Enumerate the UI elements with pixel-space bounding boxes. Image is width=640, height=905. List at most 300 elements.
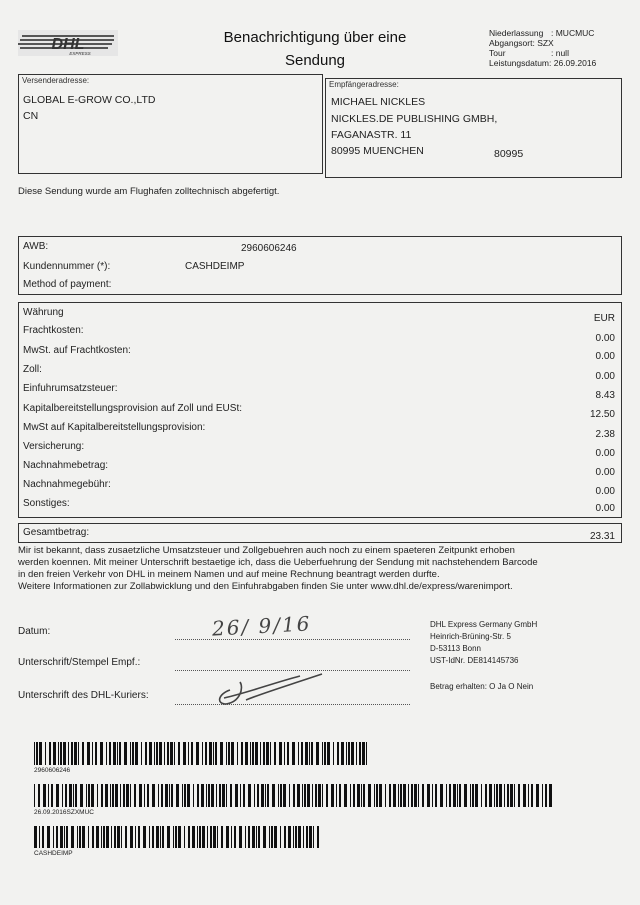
barcode-bar [301,742,303,765]
barcode-bar [248,784,251,807]
barcode-bar [252,826,255,848]
currency-value: EUR [593,313,615,324]
barcode-bar [184,784,186,807]
barcode-bar [130,784,131,807]
barcode-bar [379,784,382,807]
barcode-bar [117,742,118,765]
barcode-bar [152,826,154,848]
barcode-bar [357,784,360,807]
barcode-bar [156,826,159,848]
barcode-bar [303,826,304,848]
barcode-bar [280,826,281,848]
barcode-bar [389,784,391,807]
company-line: DHL Express Germany GmbH [430,620,538,629]
barcode-bar [213,826,216,848]
barcode-bar [475,784,478,807]
barcode-bar [255,742,258,765]
barcode-date-route [34,784,554,807]
barcode-bar [324,742,326,765]
barcode-bar [304,784,306,807]
barcode-bar [418,784,419,807]
date-label: Datum: [18,626,51,637]
awb-box [18,236,622,295]
charge-value: 12.50 [589,409,615,420]
total-label: Gesamtbetrag: [23,527,90,538]
barcode-bar [187,784,190,807]
paragraph-line: werden koennen. Mit meiner Unterschrift bestaetige ich, dass die Ueberfuehrung der Sendung mit nachstehendem Barcode [18,557,538,568]
barcode-bar [158,784,159,807]
barcode-bar [47,826,50,848]
barcode-bar [267,784,269,807]
barcode-bar [446,784,447,807]
barcode-bar [440,784,443,807]
barcode-bar [145,742,147,765]
charge-value: 0.00 [595,333,615,344]
barcode-bar [523,784,526,807]
awb-value: 2960606246 [241,243,297,254]
total-value: 23.31 [589,531,615,542]
barcode-bar [48,784,49,807]
barcode-bar [240,784,241,807]
barcode-bar [312,784,313,807]
barcode-bar [49,742,51,765]
barcode-bar [211,784,214,807]
barcode-bar [306,826,308,848]
paragraph-line: Mir ist bekannt, dass zusaetzliche Umsatzsteuer und Zollgebuehren auch noch zu einem spaeteren Zeitpunkt erhoben [18,545,515,556]
barcode-bar [344,784,347,807]
barcode-bar [271,826,273,848]
barcode-bar [353,784,355,807]
barcode-bar [152,784,155,807]
barcode-bar [459,784,461,807]
barcode-bar [254,784,255,807]
barcode-bar [220,742,223,765]
barcode-bar [514,784,515,807]
barcode-bar [279,742,282,765]
barcode-bar [219,784,221,807]
barcode-bar [485,784,487,807]
barcode-bar [226,784,227,807]
company-info [430,619,537,667]
barcode-bar [274,742,276,765]
barcode-bar [167,742,169,765]
sender-address-box [18,74,323,174]
barcode-bar [43,784,46,807]
barcode-bar [164,742,165,765]
total-box [18,523,622,543]
barcode-bar [114,826,116,848]
barcode-bar [100,742,103,765]
barcode-bar [266,742,269,765]
barcode-bar [111,826,112,848]
barcode-bar [154,742,155,765]
barcode-bar [161,784,163,807]
barcode-bar [263,742,265,765]
barcode-bar [209,742,212,765]
barcode-bar [58,742,59,765]
charge-label: Einfuhrumsatzsteuer: [23,383,118,394]
barcode-bar [470,784,471,807]
barcode-bar [86,784,87,807]
barcode-bar [78,742,79,765]
barcode-bar [143,826,146,848]
barcode-bar [162,826,164,848]
barcode-bar [53,826,54,848]
barcode-bar [199,826,201,848]
company-line: D-53113 Bonn [430,644,481,653]
barcode-bar [496,784,498,807]
barcode-bar [226,826,229,848]
barcode-bar [205,742,207,765]
barcode-bar [235,784,238,807]
meta-key-2: Tour [489,48,506,58]
barcode-bar [239,826,242,848]
barcode-bar [489,784,492,807]
charge-value: 0.00 [595,371,615,382]
barcode-bar [414,784,417,807]
barcode-bar [393,784,396,807]
barcode-bar [144,784,145,807]
barcode-bar [351,742,354,765]
barcode-bar [298,826,301,848]
dhl-logo [18,30,118,56]
barcode-bar [141,742,142,765]
barcode-bar [333,742,334,765]
barcode-bar [260,742,261,765]
barcode-bar [159,742,162,765]
shipment-meta [489,28,596,68]
barcode-bar [269,826,270,848]
recipient-line-3: FAGANASTR. 11 [331,129,412,141]
barcode-bar [51,784,53,807]
barcode-bar [245,742,248,765]
barcode-bar [105,784,108,807]
barcode-bar [73,784,74,807]
barcode-bar [124,742,127,765]
barcode-bar [188,826,190,848]
barcode-bar [62,784,63,807]
barcode-bar [197,784,199,807]
charge-label: Frachtkosten: [23,325,84,336]
barcode-bar [284,826,286,848]
barcode-bar [422,784,424,807]
charge-value: 0.00 [595,486,615,497]
barcode-bar [193,784,194,807]
barcode-bar [96,826,99,848]
recipient-signature-label: Unterschrift/Stempel Empf.: [18,657,141,668]
charge-label: Kapitalbereitstellungsprovision auf Zoll und EUSt: [23,403,243,414]
charge-label: MwSt auf Kapitalbereitstellungsprovision: [23,422,206,433]
barcode-bar [202,826,205,848]
barcode-bar [126,784,129,807]
barcode-bar [206,784,207,807]
barcode-bar [117,826,120,848]
barcode-bar [288,826,291,848]
barcode-bar [263,826,266,848]
barcode-bar [293,826,294,848]
barcode-bar [278,784,279,807]
barcode-bar [309,742,310,765]
barcode-bar [66,826,68,848]
recipient-zip-extra: 80995 [494,148,524,160]
charge-value: 0.00 [595,503,615,514]
barcode-bar [106,742,107,765]
charge-value: 8.43 [595,390,615,401]
barcode-bar [453,784,456,807]
courier-signature [210,670,330,710]
barcode-bar [250,742,251,765]
barcode-bar [293,784,295,807]
barcode-bar [313,826,314,848]
barcode-bar [178,826,181,848]
barcode-bar [315,784,317,807]
barcode-bar [464,784,467,807]
barcode-bar [171,784,173,807]
barcode-bar [510,784,513,807]
barcode-bar [289,784,290,807]
barcode-bar [317,826,319,848]
logo-subtext: EXPRESS [69,51,91,56]
barcode-bar [318,784,321,807]
barcode-bar [226,742,227,765]
barcode-bar [427,784,430,807]
barcode-bar [326,784,328,807]
barcode-bar [149,826,150,848]
barcode-bar [182,784,183,807]
barcode-bar [56,826,58,848]
title-line-1: Benachrichtigung über eine [223,29,407,46]
barcode-bar [75,784,77,807]
barcode-bar [545,784,547,807]
barcode-bar [197,826,198,848]
barcode-bar [36,742,38,765]
barcode-bar [63,742,66,765]
barcode-bar [234,826,236,848]
barcode-bar [217,826,218,848]
barcode-bar [311,742,313,765]
barcode-bar [88,826,89,848]
currency-label: Währung [23,307,64,318]
barcode-bar [432,784,433,807]
barcode-bar [230,784,232,807]
barcode-bar [298,742,299,765]
barcode-bar [38,784,40,807]
barcode-bar [305,742,308,765]
barcode-bar [400,784,402,807]
barcode-bar [201,784,204,807]
barcode-bar [327,742,330,765]
barcode-bar [210,826,212,848]
charge-label: Nachnahmegebühr: [23,479,111,490]
barcode-bar [309,826,312,848]
barcode-bar [258,826,260,848]
barcode-bar [542,784,543,807]
barcode-bar [101,826,102,848]
barcode-bar [192,826,195,848]
barcode-bar [408,784,409,807]
logo-text: DHL [51,36,85,53]
barcode-bar [183,742,186,765]
barcode-bar [287,742,289,765]
barcode-bar [77,826,78,848]
barcode-date-route-text: 26.09.2016SZXMUC [34,809,94,816]
charge-label: Nachnahmebetrag: [23,460,109,471]
barcode-bar [336,784,337,807]
barcode-bar [284,742,285,765]
barcode-bar [79,826,81,848]
barcode-bar [160,826,161,848]
barcode-bar [213,742,214,765]
barcode-bar [139,784,142,807]
meta-key-0: Niederlassung [489,28,544,38]
barcode-bar [248,826,250,848]
barcode-bar [363,784,365,807]
recipient-line-1: MICHAEL NICKLES [331,96,426,108]
barcode-bar [80,784,83,807]
barcode-bar [292,742,295,765]
meta-value-0: : MUCMUC [551,28,595,38]
barcode-bar [97,784,98,807]
barcode-bar [208,784,210,807]
barcode-bar [316,742,319,765]
barcode-bar [156,742,158,765]
barcode-bar [549,784,552,807]
barcode-bar [167,826,170,848]
charge-label: Zoll: [23,364,42,375]
barcode-customer [34,826,324,848]
charge-value: 2.38 [595,429,615,440]
barcode-bar [507,784,509,807]
customer-number-label: Kundennummer (*): [23,261,111,272]
barcode-bar [531,784,533,807]
barcode-bar [341,742,344,765]
barcode-bar [60,742,62,765]
legal-paragraph [18,545,618,593]
barcode-bar [348,742,350,765]
barcode-bar [130,742,131,765]
barcode-bar [356,742,357,765]
payment-received: Betrag erhalten: O Ja O Nein [430,682,534,691]
barcode-bar [138,826,140,848]
barcode-bar [228,742,230,765]
barcode-bar [518,784,520,807]
barcode-bar [481,784,482,807]
barcode-bar [374,784,375,807]
barcode-bar [435,784,437,807]
barcode-bar [385,784,386,807]
barcode-bar [178,742,180,765]
barcode-bar [132,742,134,765]
barcode-bar [337,742,339,765]
charge-label: Versicherung: [23,441,85,452]
barcode-bar [170,742,173,765]
barcode-bar [135,826,136,848]
barcode-bar [120,784,121,807]
meta-value-2: : null [551,48,569,58]
barcode-bar [261,784,264,807]
barcode-bar [494,784,495,807]
barcode-bar [113,742,116,765]
barcode-bar [130,826,133,848]
barcode-bar [87,742,90,765]
barcode-bar [237,742,238,765]
charge-value: 0.00 [595,448,615,459]
barcode-bar [184,826,185,848]
barcode-bar [95,742,97,765]
barcode-awb [34,742,369,765]
barcode-bar [71,826,74,848]
barcode-bar [472,784,474,807]
barcode-bar [106,826,109,848]
charge-label: MwSt. auf Frachtkosten: [23,345,131,356]
barcode-bar [69,784,72,807]
meta-key-1: Abgangsort: SZX [489,38,554,48]
awb-label: AWB: [23,241,49,252]
courier-signature-label: Unterschrift des DHL-Kuriers: [18,690,149,701]
barcode-bar [216,784,217,807]
title-line-2: Sendung [284,52,346,69]
barcode-bar [368,784,371,807]
barcode-bar [265,784,266,807]
barcode-bar [34,784,35,807]
barcode-bar [366,742,367,765]
barcode-bar [283,784,286,807]
customs-note: Diese Sendung wurde am Flughafen zolltechnisch abgefertigt. [18,186,280,197]
barcode-bar [45,742,46,765]
barcode-bar [504,784,505,807]
charge-value: 0.00 [595,351,615,362]
barcode-bar [322,742,323,765]
recipient-line-4: 80995 MUENCHEN [331,145,424,157]
barcode-bar [134,784,136,807]
barcode-bar [165,784,168,807]
barcode-bar [331,784,334,807]
barcode-bar [202,742,203,765]
barcode-bar [82,742,84,765]
barcode-bar [191,742,193,765]
barcode-bar [215,742,217,765]
barcode-bar [403,784,406,807]
barcode-bar [398,784,399,807]
barcode-bar [222,784,225,807]
barcode-bar [91,784,94,807]
barcode-bar [112,784,114,807]
handwritten-date: 26/ 9/16 [211,611,313,641]
barcode-bar [196,742,199,765]
barcode-bar [88,784,90,807]
barcode-bar [149,742,152,765]
barcode-bar [119,742,121,765]
barcode-bar [362,742,365,765]
barcode-bar [302,784,303,807]
barcode-bar [297,784,300,807]
charge-label: Sonstiges: [23,498,70,509]
barcode-bar [280,784,282,807]
barcode-bar [457,784,458,807]
barcode-bar [339,784,341,807]
charge-value: 0.00 [595,467,615,478]
barcode-awb-text: 2960606246 [34,767,71,774]
barcode-bar [322,784,323,807]
barcode-bar [257,784,259,807]
barcode-bar [71,742,73,765]
barcode-bar [274,826,277,848]
barcode-bar [115,784,118,807]
barcode-bar [175,826,177,848]
barcode-bar [528,784,529,807]
barcode-bar [39,742,42,765]
barcode-bar [109,742,111,765]
